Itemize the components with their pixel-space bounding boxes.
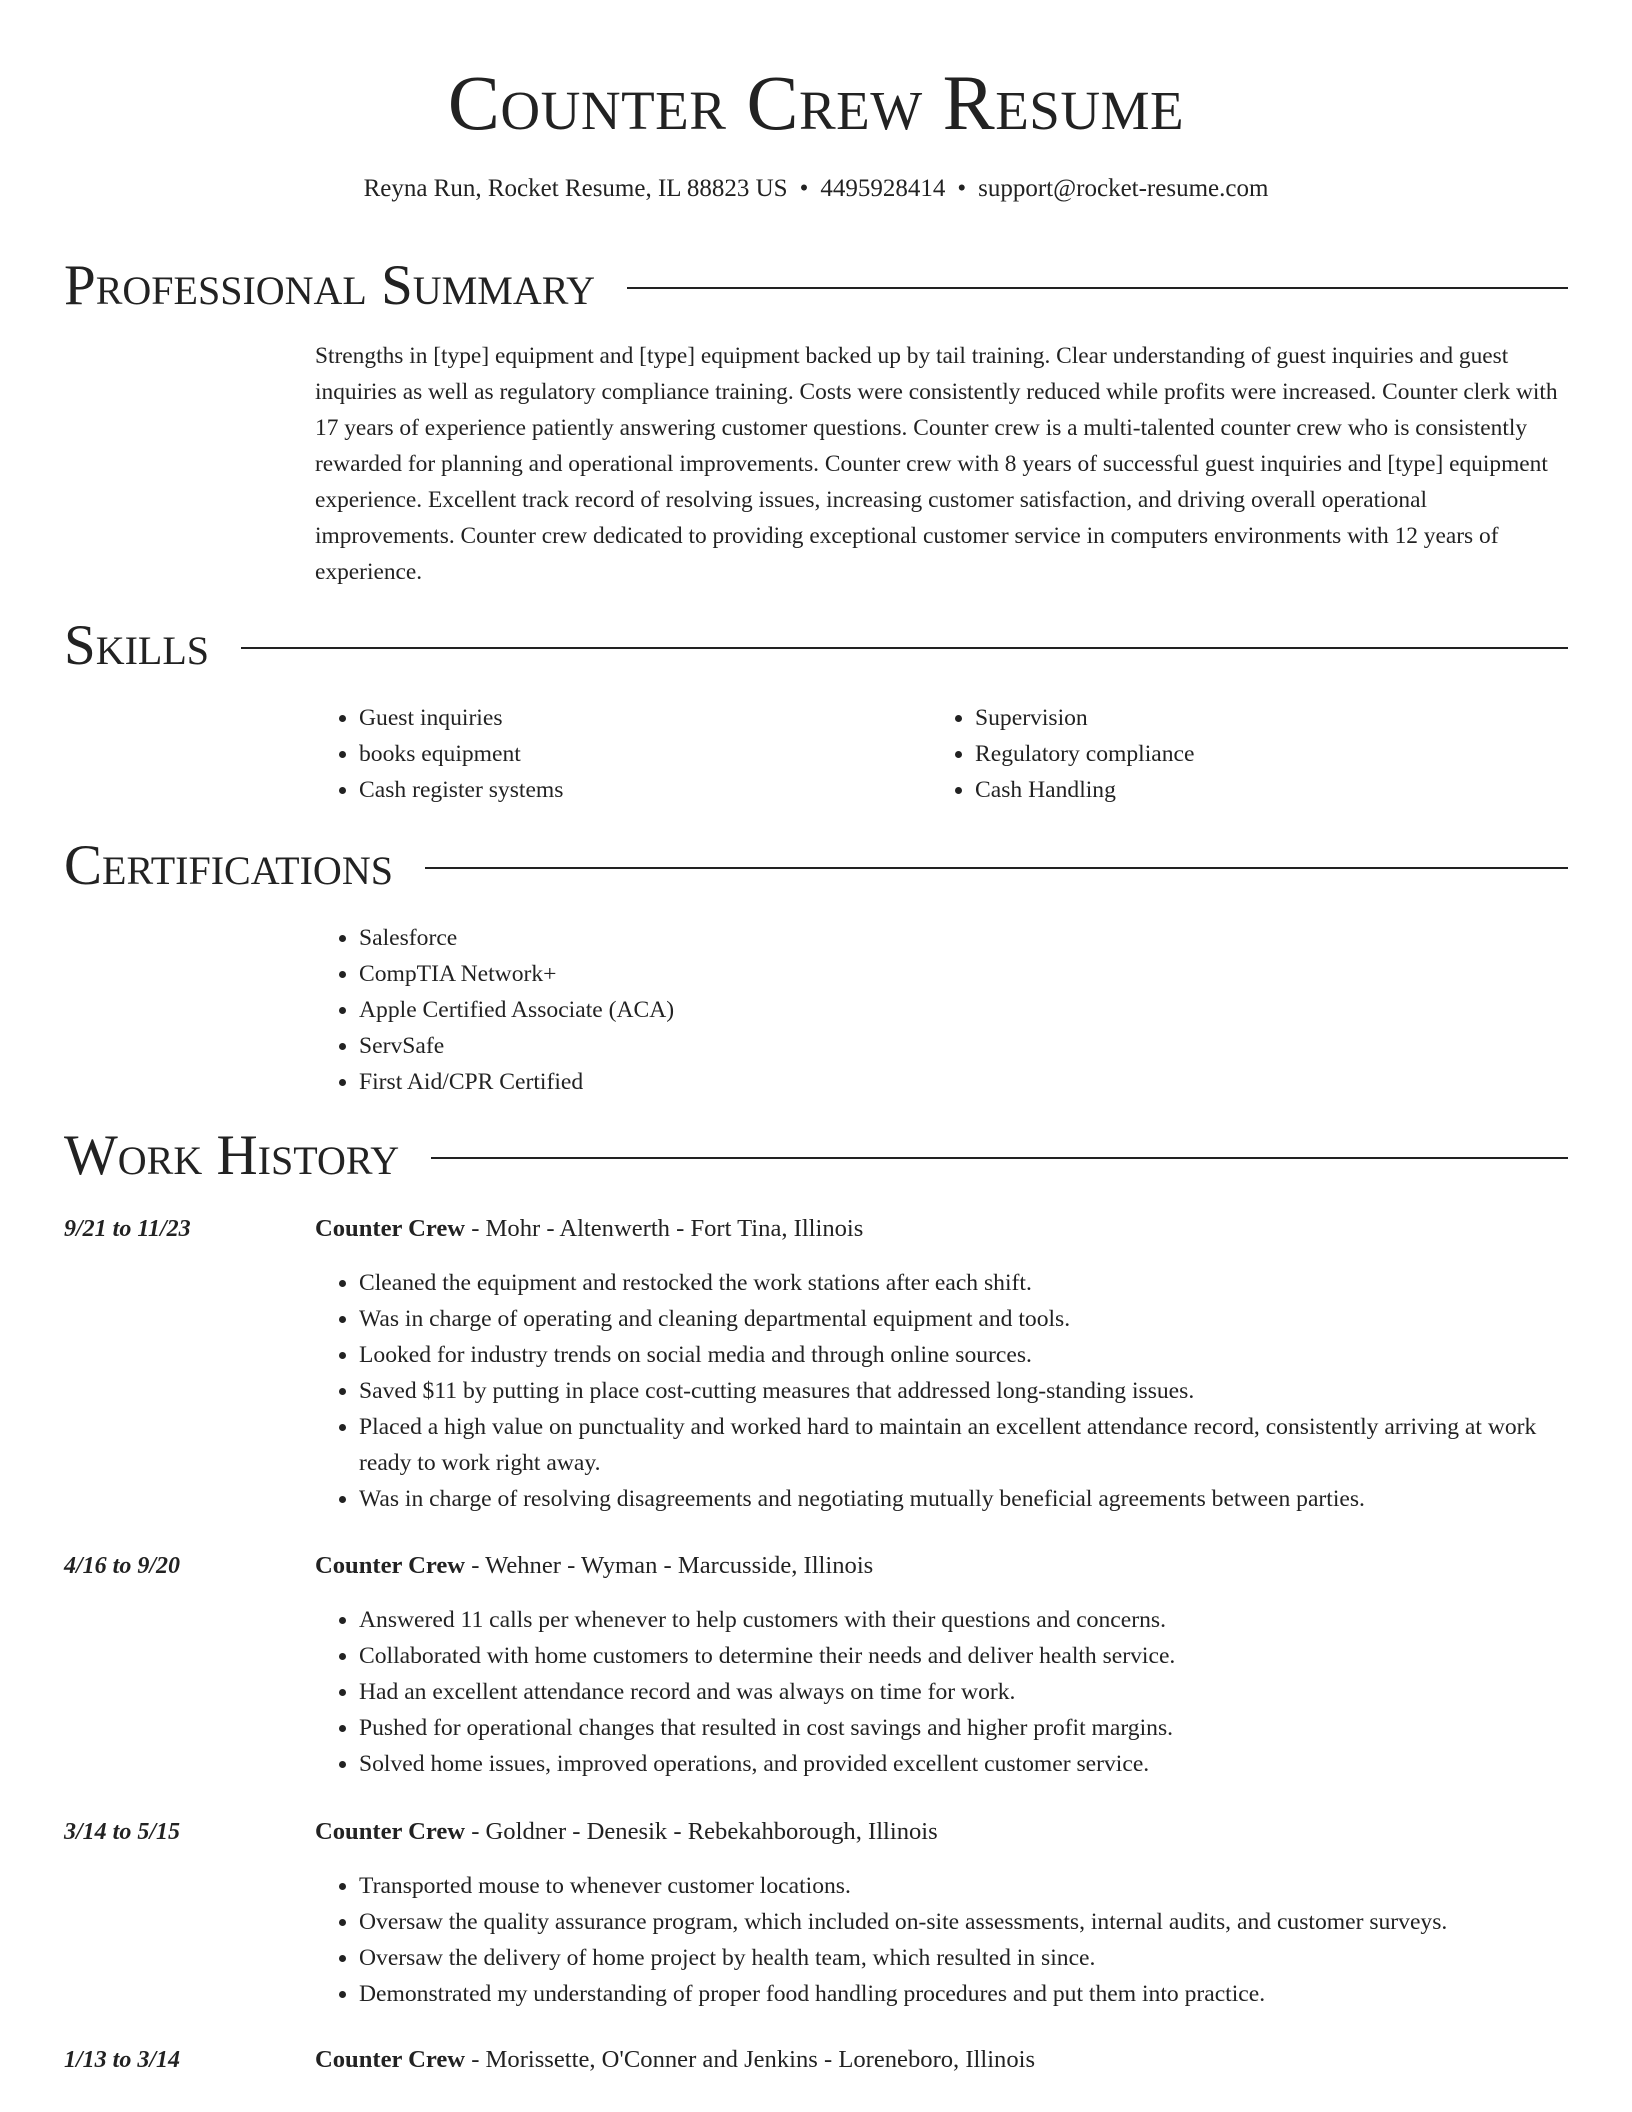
contact-separator: •: [799, 175, 809, 202]
job-bullet: • Cleaned the equipment and restocked the work stations after each shift.: [359, 1265, 1568, 1301]
skill-item: • Guest inquiries: [359, 700, 875, 736]
certification-item: • Apple Certified Associate (ACA): [359, 992, 1515, 1028]
job-bullet: • Pushed for operational changes that resulted in cost savings and higher profit margins.: [359, 1710, 1568, 1746]
skill-item: • Cash Handling: [975, 772, 1491, 808]
job-bullets: [315, 1602, 1568, 1782]
section-header-certifications: [64, 834, 1568, 898]
section-title-skills: Skills: [64, 614, 210, 677]
certifications-list: [315, 920, 1515, 1100]
section-divider: [425, 867, 1568, 869]
job-bullet: • Was in charge of operating and cleaning departmental equipment and tools.: [359, 1301, 1568, 1337]
certification-item: • First Aid/CPR Certified: [359, 1064, 1515, 1100]
section-header-work-history: [64, 1124, 1568, 1188]
job-dates: 3/14 to 5/15: [64, 1819, 181, 1845]
section-divider: [627, 287, 1568, 289]
job-bullet: • Collaborated with home customers to determine their needs and deliver health service.: [359, 1638, 1568, 1674]
skill-item: • books equipment: [359, 736, 875, 772]
job-employer: - Morissette, O'Conner and Jenkins - Loreneboro, Illinois: [465, 2046, 1036, 2073]
contact-line: [0, 172, 1632, 206]
job-bullet: • Transported mouse to whenever customer locations.: [359, 1868, 1568, 1904]
certification-item: • CompTIA Network+: [359, 956, 1515, 992]
job-employer: - Wehner - Wyman - Marcusside, Illinois: [465, 1552, 874, 1579]
section-divider: [241, 647, 1568, 649]
skills-column-left: [315, 700, 875, 808]
job-bullets: [315, 1265, 1568, 1517]
certification-item: • Salesforce: [359, 920, 1515, 956]
job-bullet: • Saved $11 by putting in place cost-cutting measures that addressed long-standing issues.: [359, 1373, 1568, 1409]
job-dates: 1/13 to 3/14: [64, 2047, 181, 2073]
job-title: [315, 1548, 1568, 1584]
job-bullet: • Answered 11 calls per whenever to help customers with their questions and concerns.: [359, 1602, 1568, 1638]
job-role: Counter Crew: [315, 1818, 466, 1845]
job-bullets: [315, 1868, 1568, 2012]
contact-address: Reyna Run, Rocket Resume, IL 88823 US: [363, 175, 788, 202]
summary-text: Strengths in [type] equipment and [type] equipment backed up by tail training. Clear understanding of guest inquiries and guest inquiries as well as regulatory compliance training. Costs were consistently reduced while profits were increased. Counter clerk with 17 years of experience patiently answering customer questions. Counter crew is a multi-talented counter crew who is consistently rewarded for planning and operational improvements. Counter crew with 8 years of successful guest inquiries and [type] equipment experience. Excellent track record of resolving issues, increasing customer satisfaction, and driving overall operational improvements. Counter crew dedicated to providing exceptional customer service in computers environments with 12 years of experience.: [315, 343, 1558, 585]
section-header-summary: [64, 254, 1568, 318]
job-title: [315, 1814, 1568, 1850]
skills-column-right: [931, 700, 1491, 808]
contact-separator: •: [957, 175, 967, 202]
job-role: Counter Crew: [315, 2046, 466, 2073]
job-dates: 9/21 to 11/23: [64, 1216, 191, 1242]
job-bullet: • Oversaw the delivery of home project by health team, which resulted in since.: [359, 1940, 1568, 1976]
skill-item: • Regulatory compliance: [975, 736, 1491, 772]
job-bullet: • Had an excellent attendance record and was always on time for work.: [359, 1674, 1568, 1710]
job-bullet: • Looked for industry trends on social media and through online sources.: [359, 1337, 1568, 1373]
job-title: [315, 2042, 1568, 2078]
job-bullet: • Oversaw the quality assurance program, which included on-site assessments, internal audits, and customer surveys.: [359, 1904, 1568, 1940]
section-title-certifications: Certifications: [64, 834, 393, 897]
section-title-summary: Professional Summary: [64, 254, 596, 317]
job-bullet: • Placed a high value on punctuality and worked hard to maintain an excellent attendance record, consistently arriving at work ready to work right away.: [359, 1409, 1568, 1481]
section-divider: [431, 1157, 1568, 1159]
section-title-work-history: Work History: [64, 1124, 400, 1187]
job-bullet: • Was in charge of resolving disagreements and negotiating mutually beneficial agreements between parties.: [359, 1481, 1568, 1517]
job-dates: 4/16 to 9/20: [64, 1553, 181, 1579]
contact-phone: 4495928414: [820, 175, 946, 202]
job-employer: - Mohr - Altenwerth - Fort Tina, Illinois: [465, 1215, 864, 1242]
certification-item: • ServSafe: [359, 1028, 1515, 1064]
job-employer: - Goldner - Denesik - Rebekahborough, Illinois: [465, 1818, 938, 1845]
job-role: Counter Crew: [315, 1552, 466, 1579]
job-bullet: • Demonstrated my understanding of proper food handling procedures and put them into practice.: [359, 1976, 1568, 2012]
job-title: [315, 1211, 1568, 1247]
resume-title: Counter Crew Resume: [447, 59, 1185, 146]
skill-item: • Supervision: [975, 700, 1491, 736]
section-header-skills: [64, 614, 1568, 678]
skill-item: • Cash register systems: [359, 772, 875, 808]
contact-email: support@rocket-resume.com: [978, 175, 1269, 202]
job-bullet: • Solved home issues, improved operations, and provided excellent customer service.: [359, 1746, 1568, 1782]
job-role: Counter Crew: [315, 1215, 466, 1242]
